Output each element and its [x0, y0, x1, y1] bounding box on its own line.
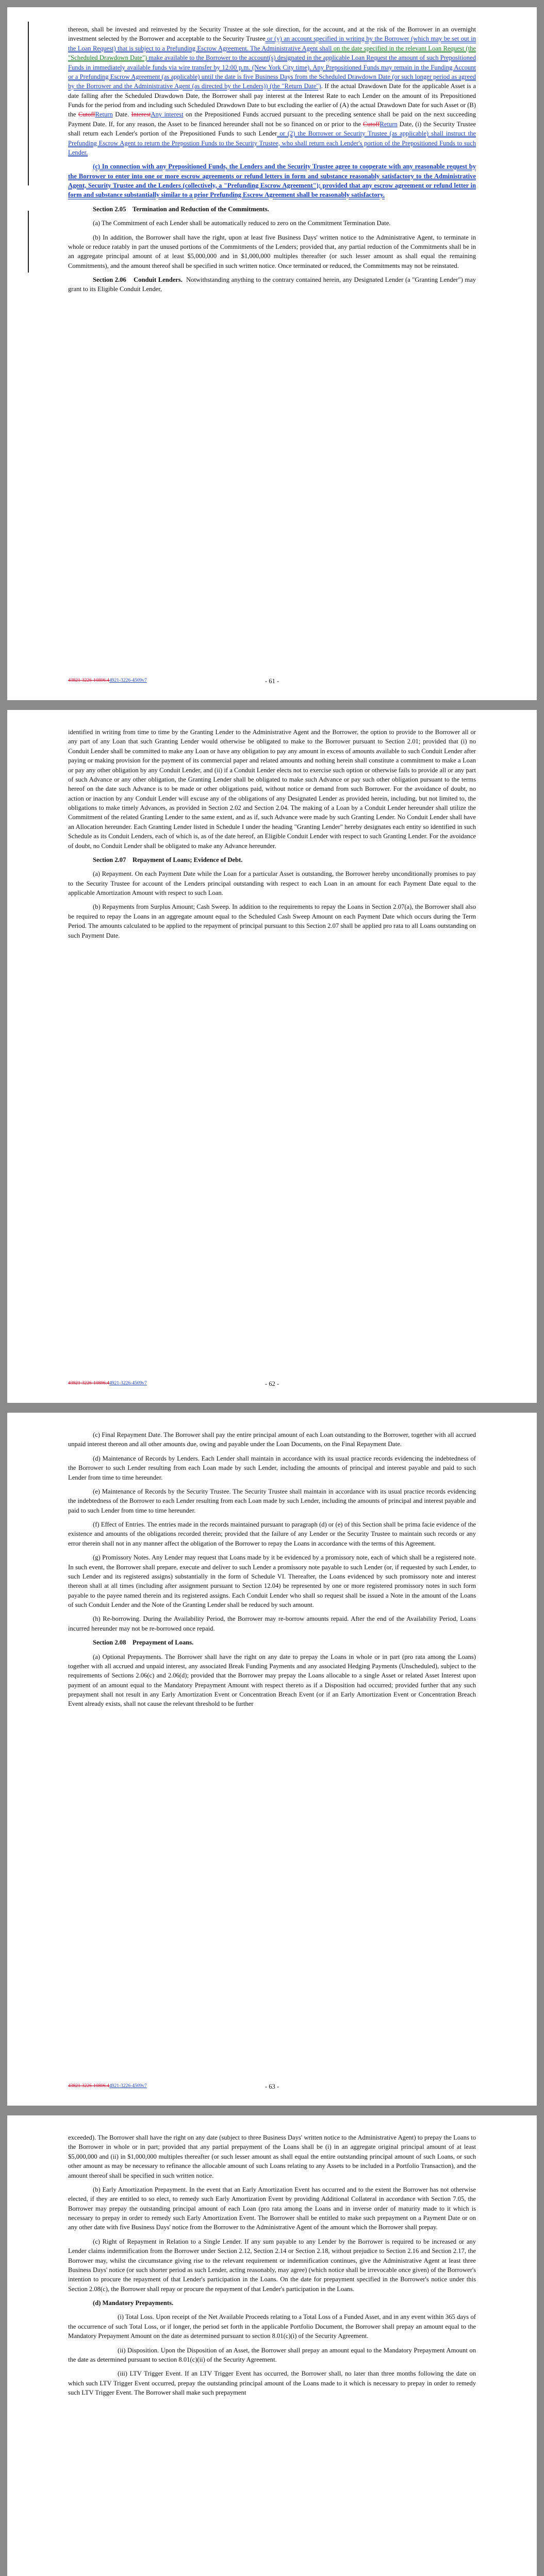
- paragraph-2-06-continued: identified in writing from time to time by the Granting Lender to the Administrative Agent and the Borrower, the option to provide to the Borrower all or any part of any Loan that such Granting Lender would otherwise be obligated to make to the Borrower pursuant to Section 2.01; provided that (i) no Conduit Lender shall be committed to make any Loan or have any obligation to pay any amount in excess of amounts available to such Conduit Lender after paying or making provision for the payment of its commercial paper and related amounts and nothing herein shall constitute a commitment to make a Loan or pay any other obligation by any Conduit Lender, and (ii) if a Conduit Lender elects not to exercise such option or otherwise fails to provide all or any part of such Advance or any other obligation, the Granting Lender shall be obligated to make such Advance or pay such other obligation pursuant to the terms hereof on the date such Advance is to be made or other obligations paid, without notice or demand from such Borrower. For the avoidance of doubt, no action or inaction by any Conduit Lender will excuse any of the obligations of any Designated Lender as provided herein, including, but not limited to, the obligations to make timely Advances, as provided in Section 2.02 and Section 2.04. The making of a Loan by a Conduit Lender hereunder shall utilize the Commitment of the related Granting Lender to the same extent, and as if, such Advance were made by such Granting Lender. No Conduit Lender shall have an Allocation hereunder. Each Granting Lender listed in Schedule I under the heading "Granting Lender" hereby designates each entity so identified in such Schedule as its Conduit Lenders, each of which is, as of the date hereof, an Eligible Conduit Lender with respect to such Granting Lender. For the avoidance of doubt, no Conduit Lender shall be obligated to make any Advance hereunder.: [68, 728, 476, 850]
- page-number: - 61 -: [265, 677, 279, 685]
- paragraph-2-06: Section 2.06 Conduit Lenders. Notwithstanding anything to the contrary contained herein, any Designated Lender (a "Granting Lender") may grant to its Eligible Conduit Lender,: [68, 276, 476, 293]
- paragraph-2-08-d-title: (d) Mandatory Prepayments.: [93, 2299, 174, 2307]
- paragraph-2-07-g: (g) Promissory Notes. Any Lender may request that Loans made by it be evidenced by a promissory note, each of which shall be a registered note. In such event, the Borrower shall prepare, execute and deliver to such Lender a promissory note payable to such Lender (or, if requested by such Lender, to such Lender and its registered assigns) substantially in the form of Schedule VI. Thereafter, the Loans evidenced by such promissory note and interest thereon shall at all times (including after assignment pursuant to Section 12.04) be represented by one or more registered promissory notes in such form payable to the payee named therein and its registered assigns. Each Conduit Lender who shall so request shall be issued a Note in the amount of the Loans of such Conduit Lender and the Note of the Granting Lender shall be reduced by such amount.: [68, 1554, 476, 1608]
- document-id: 43821-3226-10806.44921-3226-4509v7: [68, 2083, 147, 2089]
- paragraph-2-07-d: (d) Maintenance of Records by Lenders. Each Lender shall maintain in accordance with its usual practice records evidencing the indebtedness of the Borrower to such Lender resulting from each Loan made by such Lender, including the amounts of principal and interest payable and paid to such Lender from time to time hereunder.: [68, 1454, 476, 1481]
- section-title: Conduit Lenders.: [134, 276, 183, 283]
- paragraph-2-08-a: (a) Optional Prepayments. The Borrower shall have the right on any date to prepay the Loans in whole or in part (pro rata among the Loans) together with all accrued and unpaid interest, any associated Break Funding Payments and any associated Hedging Payments (Unscheduled), subject to the requirements of Sections 2.06(c) and 2.06(d); provided that the Borrower may prepay the Loans allocable to a single Asset or related Asset Interest upon payment of an amount equal to the Mandatory Prepayment Amount with respect thereto as if a Disposition had occurred; provided further that any such prepayment shall not result in any Early Amortization Event or Concentration Breach Event (or if an Early Amortization Event or Concentration Breach Event already exists, shall not cause the relevant threshold to be further: [68, 1653, 476, 1708]
- page-number: - 62 -: [265, 1380, 279, 1387]
- paragraph-2-08-b: (b) Early Amortization Prepayment. In the event that an Early Amortization Event has occurred and to the extent the Borrower has not otherwise elected, if they are entitled to so elect, to remedy such Early Amortization Event by providing Additional Collateral in accordance with Section 7.05, the Borrower may prepay the outstanding principal amount of each Loan (pro rata among the Loans and in inverse order of maturity made to it which is necessary to prepay in order to remedy such Early Amortization Event. The Borrower shall be entitled to make such prepayment on a Payment Date or on any other date with five Business Days' notice from the Borrower to the Administrative Agent of the amount which the Borrower shall prepay.: [68, 2185, 476, 2231]
- document-id: 43821-3226-10806.44921-3226-4509v7: [68, 678, 147, 683]
- paragraph-2-07-e: (e) Maintenance of Records by the Security Trustee. The Security Trustee shall maintain in accordance with its usual practice records evidencing the indebtedness of the Borrower to each Lender resulting from each Loan made by such Lender, including the amounts of principal and interest payable and paid to such Lender from time to time hereunder.: [68, 1487, 476, 1514]
- section-title: Termination and Reduction of the Commitments.: [132, 205, 269, 213]
- section-heading-2-05: [68, 205, 476, 214]
- paragraph-2-08-a-continued: exceeded). The Borrower shall have the right on any date (subject to three Business Days' written notice to the Administrative Agent) to prepay the Loans to the Borrower in whole or in part; provided that any partial prepayment of the Loans shall be (i) in an aggregate original principal amount of at least $5,000,000 and (ii) in $1,000,000 multiples thereafter (or such lesser amount as shall equal the entire outstanding principal amount of such Loans, or such other amount as may be necessary to refinance the allocable amount of such Loans relating to any Assets to be included in a Portfolio Transaction), and the amount thereof shall be specified in such written notice.: [68, 2134, 476, 2179]
- paragraph-2-05-b: (b) In addition, the Borrower shall have the right, upon at least five Business Days' written notice to the Administrative Agent, to terminate in whole or reduce ratably in part the unused portions of the Commitments of the Lenders; provided that, any partial reduction of the Commitments shall be in an aggregate principal amount of at least $5,000,000 and in $1,000,000 multiples thereafter (or such lesser amount as shall equal the remaining Commitments), and the amount thereof shall be specified in such written notice. Once terminated or reduced, the Commitments may not be reinstated.: [68, 233, 476, 269]
- paragraph-2-05-a: (a) The Commitment of each Lender shall be automatically reduced to zero on the Commitment Termination Date.: [93, 219, 391, 227]
- section-heading-2-07: [68, 855, 476, 865]
- change-bar: [28, 211, 29, 273]
- paragraph-2-07-h: (h) Re-borrowing. During the Availability Period, the Borrower may re-borrow amounts repaid. After the end of the Availability Period, Loans incurred hereunder may not be re-borrowed once repaid.: [68, 1615, 476, 1632]
- section-heading-2-08: [68, 1638, 476, 1647]
- section-number: Section 2.08: [93, 1639, 126, 1647]
- page-footer: [68, 1379, 476, 1388]
- paragraph-2-08-d-iii: (iii) LTV Trigger Event. If an LTV Trigger Event has occurred, the Borrower shall, no later than three months following the date on which such LTV Trigger Event occurred, prepay the outstanding principal amount of the Loans made to it which is necessary to prepay in order to remedy such LTV Trigger Event. The Borrower shall make such prepayment: [68, 2370, 476, 2396]
- paragraph-prepositioned-funds: thereon, shall be invested and reinvested by the Security Trustee at the sole direction, for the account, and at the risk of the Borrower in an overnight investment selected by the Borrower and acceptable to the Security Trustee or (y) an account specified in writing by the Borrower (which may be set out in the Loan Request) that is subject to a Prefunding Escrow Agreement. The Administrative Agent shall on the date specified in the relevant Loan Request (the "Scheduled Drawdown Date") make available to the Borrower to the account(s) designated in the applicable Loan Request the amount of such Prepositioned Funds in immediately available funds via wire transfer by 12:00 p.m. (New York City time). Any Prepositioned Funds may remain in the Funding Account or a Prefunding Escrow Agreement (as applicable) until the date is five Business Days from the Scheduled Drawdown Date (or such longer period as agreed by the Borrower and the Administrative Agent (as directed by the Lenders)) (the "Return Date"). If the actual Drawdown Date for the applicable Asset is a date falling after the Scheduled Drawdown Date, the Borrower shall pay interest at the Interest Rate to each Lender on the amount of its Prepositioned Funds for the period from and including such Scheduled Drawdown Date to but excluding the earlier of (A) the actual Drawdown Date for such Asset or (B) the CutoffReturn Date. InterestAny interest on the Prepositioned Funds accrued pursuant to the preceding sentence shall be paid on the next succeeding Payment Date. If, for any reason, the Asset to be financed hereunder shall not be so financed on or prior to the CutoffReturn Date, (i) the Security Trustee shall return each Lender's portion of the Prepositioned Funds to such Lender or (2) the Borrower or Security Trustee (as applicable) shall instruct the Prefunding Escrow Agent to return the Prepostion Funds to the Security Trustee, who shall return each Lender's portion of the Prepositioned Funds to such Lender.: [68, 26, 476, 156]
- section-title: Prepayment of Loans.: [132, 1639, 194, 1647]
- paragraph-2-07-c: (c) Final Repayment Date. The Borrower shall pay the entire principal amount of each Loan outstanding to the Borrower, together with all accrued unpaid interest thereon and all other amounts due, owing and payable under the Loan Documents, on the Final Repayment Date.: [68, 1431, 476, 1448]
- change-bar: [28, 22, 29, 185]
- paragraph-2-08-d-i: (i) Total Loss. Upon receipt of the Net Available Proceeds relating to a Total Loss of a Funded Asset, and in any event within 365 days of the occurrence of such Total Loss, or if longer, the period set forth in the applicable Portfolio Document, the Borrower shall prepay an amount equal to the Mandatory Prepayment Amount on the date as determined pursuant to section 8.01(c)(i) of the Security Agreement.: [68, 2313, 476, 2340]
- page-63: [7, 1413, 537, 2106]
- page-footer: [68, 2082, 476, 2091]
- section-number: Section 2.06: [93, 276, 126, 283]
- page-number: - 63 -: [265, 2083, 279, 2090]
- paragraph-2-08-c: (c) Right of Repayment in Relation to a Single Lender. If any sum payable to any Lender by the Borrower is required to be increased or any Lender claims indemnification from the Borrower under Section 2.12, Section 2.14 or Section 2.18, without prejudice to Section 2.16 and Section 2.17, the Borrower may, whilst the circumstance giving rise to the relevant requirement or indemnification continues, give the Administrative Agent at least three Business Days' notice (or such shorter period as such Lender, acting reasonably, may agree) (which notice shall be irrevocable once given) of the Borrower's intention to procure the repayment of that Lender's participation in the Loans. On the date for prepayment specified in the Borrower's notice under this Section 2.08(c), the Borrower shall repay or procure the repayment of that Lender's participation in the Loans.: [68, 2238, 476, 2293]
- paragraph-2-07-a: (a) Repayment. On each Payment Date while the Loan for a particular Asset is outstanding, the Borrower hereby unconditionally promises to pay to the Security Trustee for account of the Lenders principal outstanding with respect to each Loan in an amount for each Payment Date equal to the applicable Amortization Amount with respect to such Loan.: [68, 870, 476, 896]
- paragraph-escrow-agreement: (c) In connection with any Prepositioned Funds, the Lenders and the Security Trustee agree to cooperate with any reasonable request by the Borrower to enter into one or more escrow agreements or refund letters in form and substance reasonably satisfactory to the Administrative Agent, Security Trustee and the Lenders (collectively, a "Prefunding Escrow Agreement"); provided that any escrow agreement or refund letter in form and substance substantially similar to a prior Prefunding Escrow Agreement shall be reasonably satisfactory.: [68, 163, 476, 199]
- page-61: [7, 7, 537, 700]
- document-id: 43821-3226-10806.44921-3226-4509v7: [68, 1381, 147, 1386]
- paragraph-2-07-f: (f) Effect of Entries. The entries made in the records maintained pursuant to paragraph (d) or (e) of this Section shall be prima facie evidence of the existence and amounts of the obligations recorded therein; provided that the failure of any Lender or the Security Trustee to maintain such records or any error therein shall not in any manner affect the obligation of the Borrower to repay the Loans in accordance with the terms of this Agreement.: [68, 1521, 476, 1547]
- page-footer: [68, 676, 476, 686]
- paragraph-2-08-d-ii: (ii) Disposition. Upon the Disposition of an Asset, the Borrower shall prepay an amount equal to the Mandatory Prepayment Amount on the date as determined pursuant to section 8.01(c)(ii) of the Security Agreement.: [68, 2346, 476, 2363]
- section-title: Repayment of Loans; Evidence of Debt.: [132, 856, 243, 863]
- paragraph-2-07-b: (b) Repayments from Surplus Amount; Cash Sweep. In addition to the requirements to repay the Loans in Section 2.07(a), the Borrower shall also be required to repay the Loans in an aggregate amount equal to the Scheduled Cash Sweep Amount on each Payment Date which occurs during the Term Period. The amounts calculated to be applied to the repayment of principal pursuant to this Section 2.07 shall be applied pro rata to all Loans outstanding on such Payment Date.: [68, 903, 476, 939]
- page-64: [7, 2115, 537, 2576]
- page-62: [7, 710, 537, 1403]
- section-number: Section 2.05: [93, 205, 126, 213]
- section-number: Section 2.07: [93, 856, 126, 863]
